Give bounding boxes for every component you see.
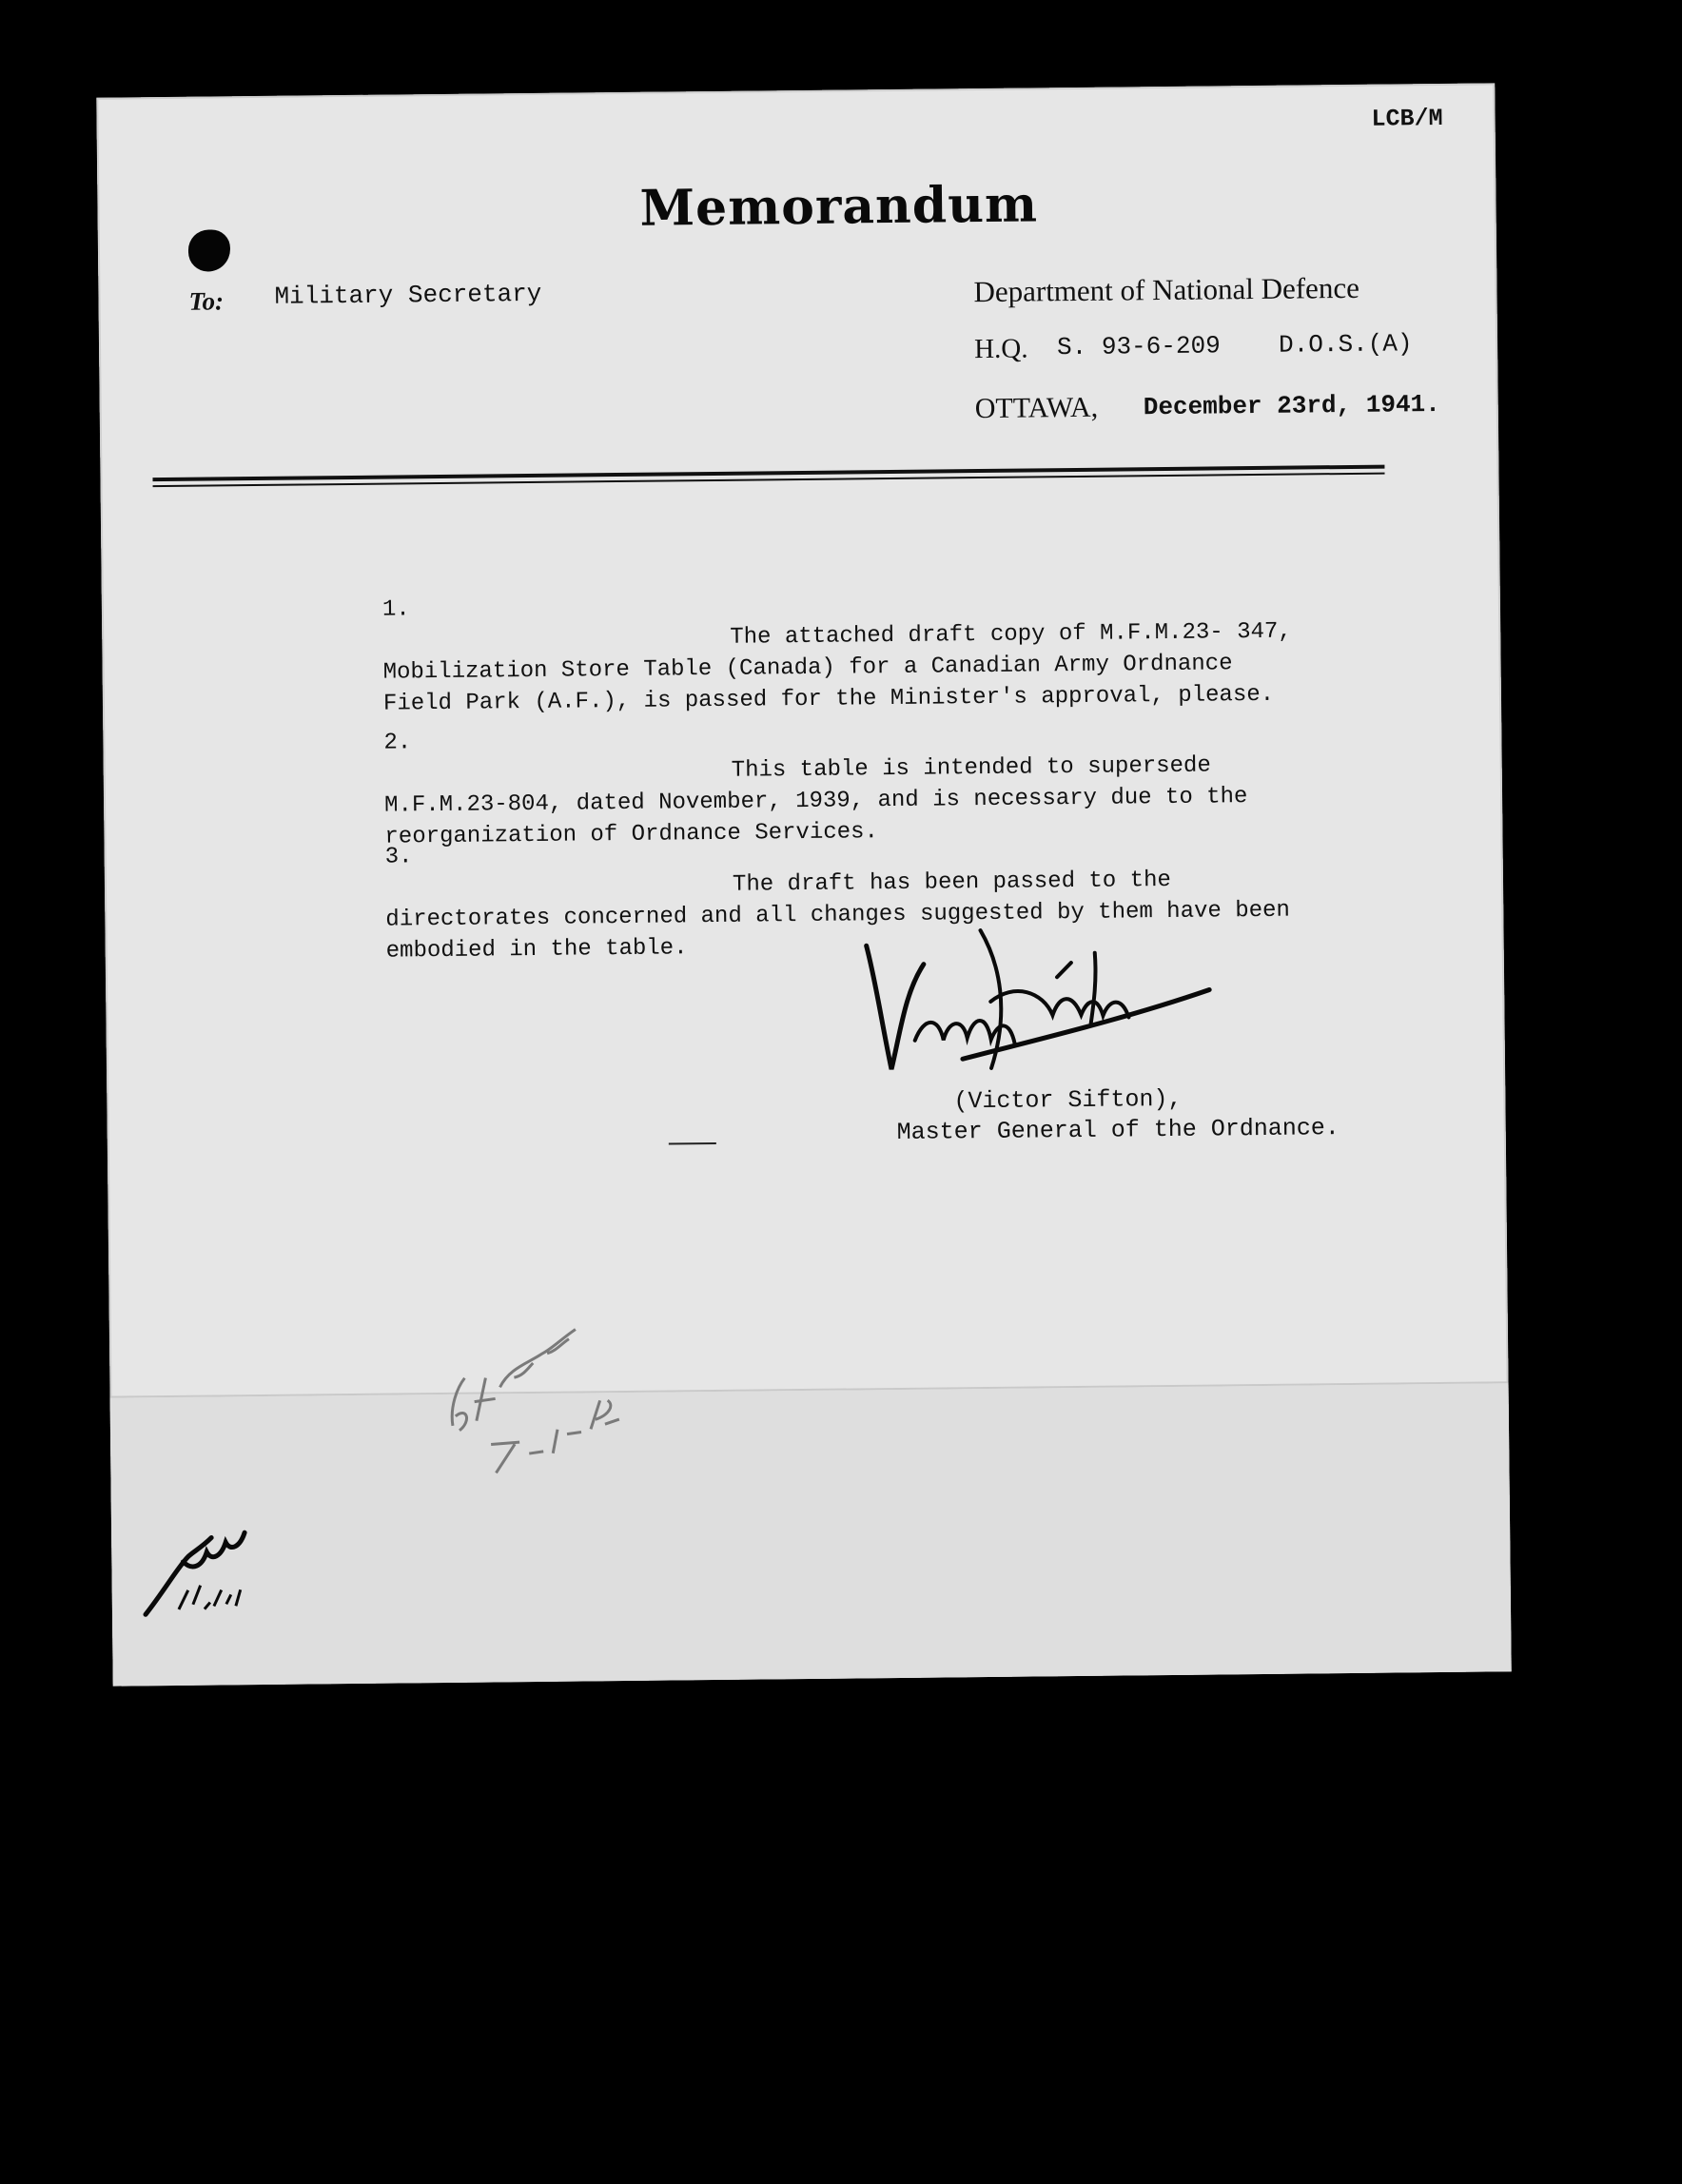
paragraph-first-line: The attached draft copy of M.F.M.23- bbox=[730, 619, 1223, 651]
signatory-name: (Victor Sifton), bbox=[953, 1084, 1183, 1116]
recipient: Military Secretary bbox=[274, 279, 542, 311]
memo-date: December 23rd, 1941. bbox=[1143, 389, 1440, 422]
paragraph-text: directorates concerned and all changes suggested by them have been embodied in the table. bbox=[385, 897, 1291, 965]
handwritten-initials bbox=[135, 1518, 269, 1624]
paragraph-first-line: The draft has been passed to the bbox=[732, 867, 1171, 898]
handwritten-copies-note bbox=[438, 1310, 630, 1483]
file-reference: LCB/M bbox=[1371, 104, 1443, 133]
paragraph-1 bbox=[382, 585, 1297, 720]
signature bbox=[847, 923, 1248, 1079]
department-name: Department of National Defence bbox=[973, 270, 1360, 309]
paragraph-number: 1. bbox=[381, 596, 410, 623]
paragraph-number: 2. bbox=[383, 730, 412, 756]
ink-blot bbox=[188, 229, 230, 271]
paragraph-text: 347, Mobilization Store Table (Canada) for a Canadian Army Ordnance Field Park (A.F.), is passed for the Minister's approval, please. bbox=[382, 618, 1292, 717]
memorandum-sheet bbox=[96, 83, 1511, 1686]
place-label: OTTAWA, bbox=[974, 391, 1099, 425]
paragraph-number: 3. bbox=[384, 844, 413, 870]
lower-fold-panel bbox=[110, 1383, 1512, 1686]
memorandum-title: Memorandum bbox=[639, 175, 1039, 238]
branch-code: D.O.S.(A) bbox=[1278, 329, 1413, 360]
dash-mark bbox=[669, 1142, 716, 1145]
hq-label: H.Q. bbox=[973, 333, 1028, 365]
paragraph-text: M.F.M.23-804, dated November, 1939, and is necessary due to the reorganization of Ordnance Services. bbox=[383, 784, 1248, 850]
signatory-position: Master General of the Ordnance. bbox=[896, 1114, 1340, 1146]
to-label: To: bbox=[188, 286, 225, 316]
paragraph-first-line: This table is intended to supersede bbox=[731, 752, 1211, 784]
hq-file-number: S. 93-6-209 bbox=[1056, 331, 1221, 362]
